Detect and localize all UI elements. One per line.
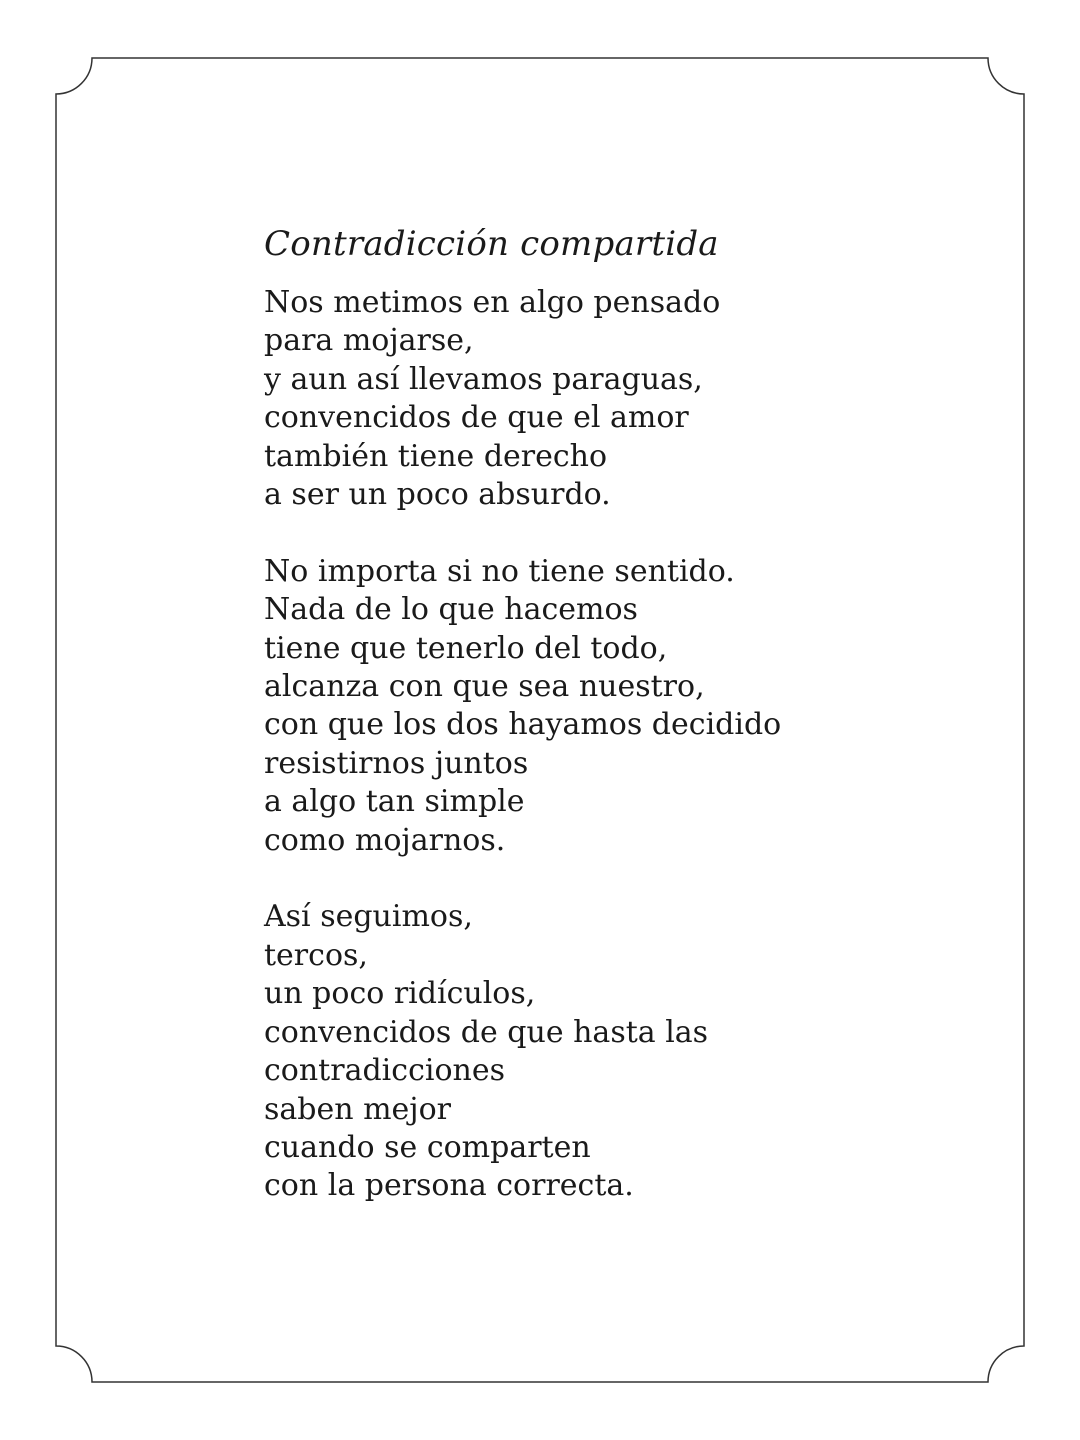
poem-line: saben mejor	[264, 1091, 452, 1127]
poem-line: cuando se comparten	[264, 1129, 591, 1165]
poem-line: con la persona correcta.	[264, 1168, 634, 1204]
poem-line: y aun así llevamos paraguas,	[264, 361, 703, 397]
poem-line: contradicciones	[264, 1053, 505, 1089]
stanza-3	[264, 898, 1004, 1205]
poem-line: alcanza con que sea nuestro,	[264, 669, 705, 705]
poem-line: con que los dos hayamos decidido	[264, 707, 782, 743]
poem-line: como mojarnos.	[264, 822, 506, 858]
poem-title: Contradicción compartida	[264, 224, 719, 264]
stanza-1	[264, 284, 1004, 514]
poem-line: resistirnos juntos	[264, 745, 529, 781]
poem-line: un poco ridículos,	[264, 976, 536, 1012]
poem-line: a ser un poco absurdo.	[264, 477, 611, 513]
poem-line: Nos metimos en algo pensado	[264, 285, 721, 320]
poem-line: Así seguimos,	[264, 899, 473, 935]
poem	[264, 222, 1004, 1244]
poem-line: No importa si no tiene sentido.	[264, 553, 735, 589]
poem-line: Nada de lo que hacemos	[264, 592, 638, 628]
poem-line: tercos,	[264, 937, 368, 973]
poem-line: convencidos de que el amor	[264, 400, 689, 436]
poem-line: convencidos de que hasta las	[264, 1014, 709, 1050]
poem-line: tiene que tenerlo del todo,	[264, 630, 668, 666]
stanza-2	[264, 553, 1004, 860]
poem-line: para mojarse,	[264, 323, 474, 359]
poem-line: a algo tan simple	[264, 784, 525, 820]
poem-line: también tiene derecho	[264, 438, 608, 474]
